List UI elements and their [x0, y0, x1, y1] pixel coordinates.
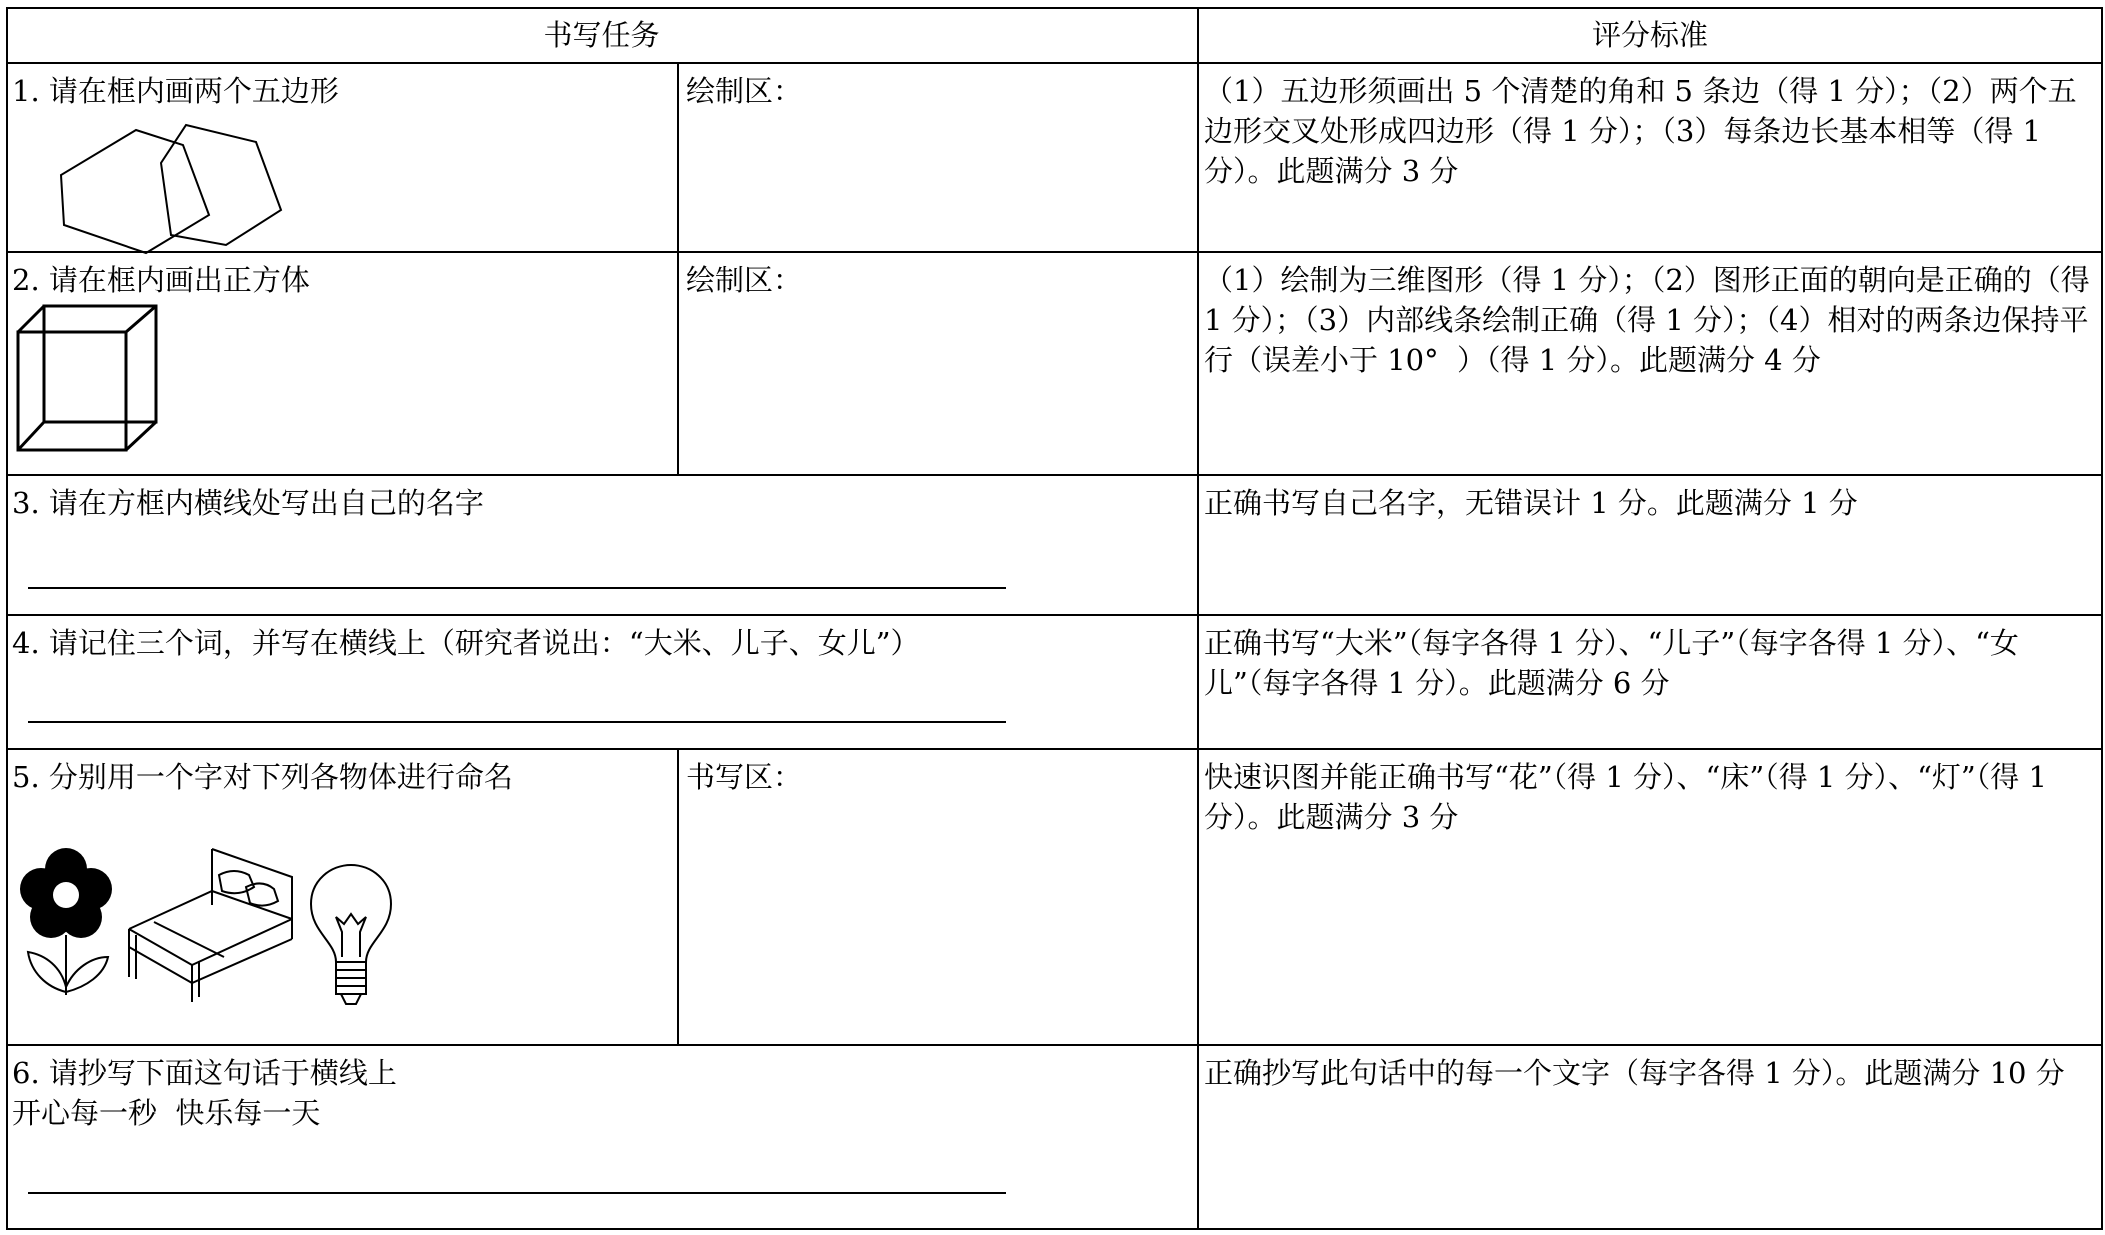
row-divider-2 [6, 474, 2103, 476]
draw-area-label-1: 绘制区： [686, 74, 803, 108]
row-divider-5 [6, 1044, 2103, 1046]
header-criteria: 评分标准 [1591, 18, 1708, 52]
area-divider-row5 [677, 748, 679, 1044]
task-2-text: 2. 请在框内画出正方体 [12, 263, 310, 297]
area-divider-row1-2 [677, 62, 679, 474]
flower-icon [16, 847, 116, 997]
criteria-4-text: 正确书写“大米”（每字各得 1 分）、“儿子”（每字各得 1 分）、“女儿”（每字各得 1 分）。此题满分 6 分 [1204, 626, 2019, 700]
column-divider [1197, 7, 1199, 1230]
criteria-3-text: 正确书写自己名字，无错误计 1 分。此题满分 1 分 [1204, 486, 1858, 520]
task-3-text: 3. 请在方框内横线处写出自己的名字 [12, 486, 484, 520]
recall-answer-line[interactable] [28, 721, 1006, 723]
criteria-5-text: 快速识图并能正确书写“花”（得 1 分）、“床”（得 1 分）、“灯”（得 1 分）。此题满分 3 分 [1204, 760, 2057, 834]
task-1-text: 1. 请在框内画两个五边形 [12, 74, 339, 108]
copy-answer-line[interactable] [28, 1192, 1006, 1194]
cube-icon [16, 302, 176, 462]
row-divider-4 [6, 748, 2103, 750]
header-divider [6, 62, 2103, 64]
table-border-right [2101, 7, 2103, 1230]
two-pentagons-icon [46, 115, 296, 265]
write-area-label-5: 书写区： [686, 760, 803, 794]
lightbulb-icon [306, 862, 396, 1012]
bed-icon [124, 847, 304, 1007]
criteria-6-text: 正确抄写此句话中的每一个文字（每字各得 1 分）。此题满分 10 分 [1204, 1056, 2065, 1090]
task-4-text: 4. 请记住三个词，并写在横线上（研究者说出：“大米、儿子、女儿”） [12, 626, 920, 660]
table-border-top [6, 7, 2103, 9]
row-divider-3 [6, 614, 2103, 616]
task-6-text: 6. 请抄写下面这句话于横线上 [12, 1056, 397, 1090]
row-divider-1 [6, 251, 2103, 253]
header-task: 书写任务 [543, 18, 660, 52]
criteria-1-text: （1）五边形须画出 5 个清楚的角和 5 条边（得 1 分）；（2）两个五边形交叉处形成四边形（得 1 分）；（3）每条边长基本相等（得 1 分）。此题满分 3 分 [1204, 74, 2077, 188]
table-border-bottom [6, 1228, 2103, 1230]
table-border-left [6, 7, 8, 1230]
criteria-2-text: （1）绘制为三维图形（得 1 分）；（2）图形正面的朝向是正确的（得 1 分）；（3）内部线条绘制正确（得 1 分）；（4）相对的两条边保持平行（误差小于 10° ）（得 1 分）。此题满分 4 分 [1204, 263, 2100, 377]
copy-sentence: 开心每一秒 快乐每一天 [12, 1096, 321, 1130]
draw-area-label-2: 绘制区： [686, 263, 803, 297]
scoring-table [6, 7, 2103, 1230]
name-answer-line[interactable] [28, 587, 1006, 589]
task-5-text: 5. 分别用一个字对下列各物体进行命名 [12, 760, 513, 794]
